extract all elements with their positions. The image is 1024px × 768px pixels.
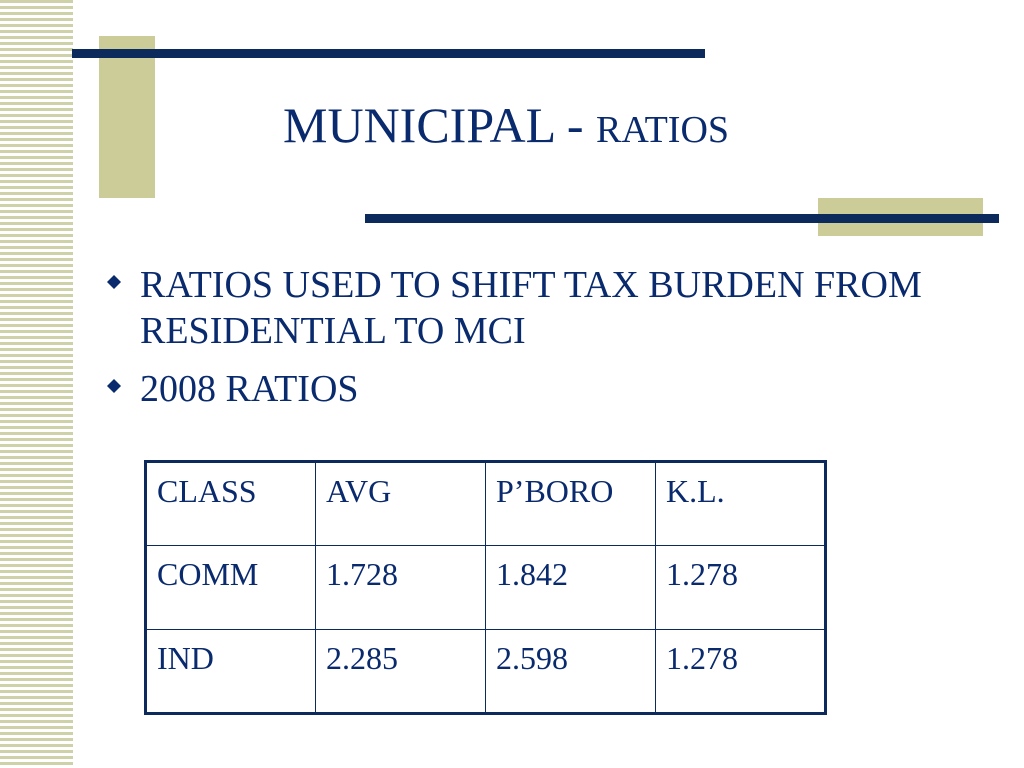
slide-title-main: MUNICIPAL -: [283, 97, 596, 153]
title-bottom-rule: [365, 214, 999, 223]
diamond-bullet-icon: [107, 379, 121, 393]
bullet-item: [105, 262, 995, 354]
table-cell: 2.598: [486, 630, 656, 714]
bullet-text: RATIOS USED TO SHIFT TAX BURDEN FROM RESIDENTIAL TO MCI: [140, 264, 922, 352]
table-row: [146, 546, 826, 630]
bullet-list: [105, 262, 995, 424]
accent-block-left: [99, 36, 155, 198]
table-cell: 1.842: [486, 546, 656, 630]
table-cell: 2.285: [316, 630, 486, 714]
slide-title: [283, 95, 729, 160]
table-cell: IND: [146, 630, 316, 714]
table-header-cell: CLASS: [146, 462, 316, 546]
table-header-cell: AVG: [316, 462, 486, 546]
decorative-stripes: [0, 0, 73, 768]
table-header-cell: P’BORO: [486, 462, 656, 546]
table-row: [146, 630, 826, 714]
bullet-item: [105, 366, 995, 412]
table-cell: COMM: [146, 546, 316, 630]
table-cell: 1.278: [656, 546, 826, 630]
table-header-cell: K.L.: [656, 462, 826, 546]
title-top-rule: [72, 49, 705, 58]
table-cell: 1.278: [656, 630, 826, 714]
table-cell: 1.728: [316, 546, 486, 630]
bullet-text: 2008 RATIOS: [140, 368, 359, 410]
ratios-table: [144, 460, 827, 715]
diamond-bullet-icon: [107, 275, 121, 289]
slide-title-small: RATIOS: [596, 109, 730, 151]
table-header-row: [146, 462, 826, 546]
